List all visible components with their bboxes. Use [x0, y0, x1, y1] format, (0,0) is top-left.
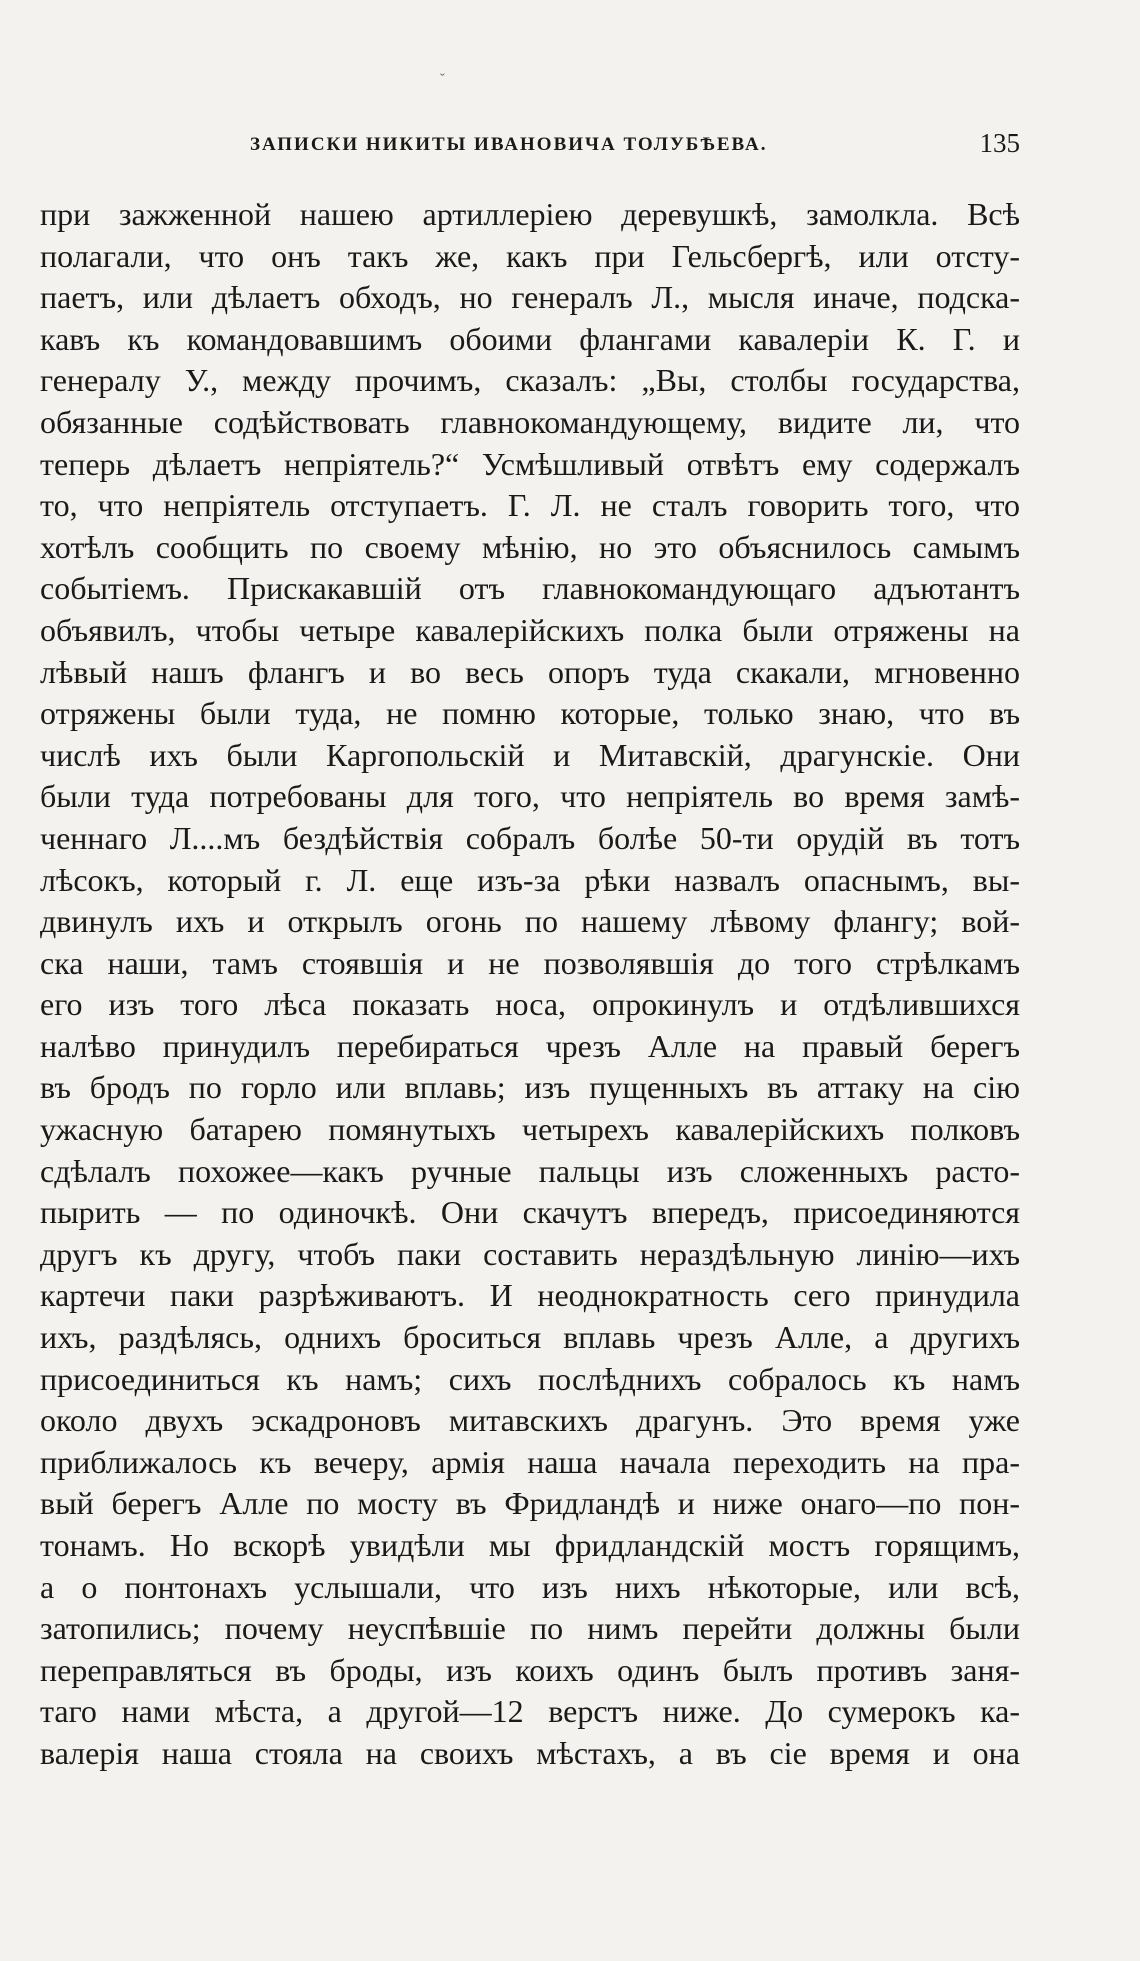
text-line: картечи паки разрѣживаютъ. И неоднократность сего принудила [40, 1277, 1020, 1314]
text-line: ужасную батарею помянутыхъ четырехъ кавалерійскихъ полковъ [40, 1111, 1020, 1148]
text-line: около двухъ эскадроновъ митавскихъ драгунъ. Это время уже [40, 1402, 1020, 1439]
text-line: полагали, что онъ такъ же, какъ при Гельсбергѣ, или отсту- [40, 237, 1020, 274]
text-line: налѣво принудилъ перебираться чрезъ Алле на правый берегъ [40, 1027, 1020, 1064]
text-line: тонамъ. Но вскорѣ увидѣли мы фридландскій мостъ горящимъ, [40, 1527, 1020, 1563]
text-line: объявилъ, чтобы четыре кавалерійскихъ полка были отряжены на [40, 611, 1020, 648]
body-text [40, 194, 1020, 1775]
text-line: то, что непріятель отступаетъ. Г. Л. не сталъ говорить того, что [40, 487, 1020, 524]
text-line: другъ къ другу, чтобъ паки составить нераздѣльную линію—ихъ [40, 1235, 1020, 1272]
text-line: сдѣлалъ похожее—какъ ручные пальцы изъ сложенныхъ расто- [40, 1152, 1020, 1189]
text-line: лѣвый нашъ флангъ и во весь опоръ туда скакали, мгновенно [40, 653, 1020, 690]
text-line: переправляться въ броды, изъ коихъ одинъ былъ противъ заня- [40, 1651, 1020, 1688]
text-line: числѣ ихъ были Каргопольскій и Митавскій, драгунскіе. Они [40, 736, 1020, 773]
text-line: его изъ того лѣса показать носа, опрокинулъ и отдѣлившихся [40, 986, 1020, 1023]
text-line: обязанные содѣйствовать главнокомандующему, видите ли, что [40, 403, 1020, 440]
text-line: при зажженной нашею артиллеріею деревушкѣ, замолкла. Всѣ [40, 196, 1020, 232]
text-line: присоединиться къ намъ; сихъ послѣднихъ собралось къ намъ [40, 1360, 1020, 1397]
text-line: затопились; почему неуспѣвшіе по нимъ перейти должны были [40, 1610, 1020, 1647]
text-line: двинулъ ихъ и открылъ огонь по нашему лѣвому флангу; вой- [40, 903, 1020, 940]
text-line: кавъ къ командовавшимъ обоими флангами кавалеріи К. Г. и [40, 320, 1020, 357]
text-line: таго нами мѣста, а другой—12 верстъ ниже. До сумерокъ ка- [40, 1693, 1020, 1730]
print-speck: ˇ [440, 72, 445, 87]
text-line: паетъ, или дѣлаетъ обходъ, но генералъ Л., мысля иначе, подска- [40, 279, 1020, 316]
text-line: вый берегъ Алле по мосту въ Фридландѣ и ниже онаго—по пон- [40, 1485, 1020, 1522]
page-number: 135 [979, 128, 1020, 158]
text-line: ченнаго Л....мъ бездѣйствія собралъ болѣе 50-ти орудій въ тотъ [40, 819, 1020, 856]
text-line: а о понтонахъ услышали, что изъ нихъ нѣкоторые, или всѣ, [40, 1568, 1020, 1605]
text-line: теперь дѣлаетъ непріятель?“ Усмѣшливый отвѣтъ ему содержалъ [40, 445, 1020, 482]
text-line: валерія наша стояла на своихъ мѣстахъ, а въ сіе время и она [40, 1734, 1020, 1771]
text-line: ска наши, тамъ стоявшія и не позволявшія до того стрѣлкамъ [40, 944, 1020, 981]
text-line: лѣсокъ, который г. Л. еще изъ-за рѣки назвалъ опаснымъ, вы- [40, 861, 1020, 898]
page-header [40, 128, 1020, 168]
running-title: ЗАПИСКИ НИКИТЫ ИВАНОВИЧА ТОЛУБѢЕВА. [250, 134, 768, 155]
text-line: въ бродъ по горло или вплавь; изъ пущенныхъ въ аттаку на сію [40, 1069, 1020, 1106]
text-line: отряжены были туда, не помню которые, только знаю, что въ [40, 695, 1020, 732]
text-line: хотѣлъ сообщить по своему мѣнію, но это объяснилось самымъ [40, 528, 1020, 565]
text-line: событіемъ. Прискакавшій отъ главнокомандующаго адъютантъ [40, 570, 1020, 607]
text-line: были туда потребованы для того, что непріятель во время замѣ- [40, 778, 1020, 815]
text-line: пырить — по одиночкѣ. Они скачутъ впередъ, присоединяются [40, 1194, 1020, 1231]
text-line: приближалось къ вечеру, армія наша начала переходить на пра- [40, 1443, 1020, 1480]
text-line: ихъ, раздѣлясь, однихъ броситься вплавь чрезъ Алле, а другихъ [40, 1319, 1020, 1356]
text-line: генералу У., между прочимъ, сказалъ: „Вы, столбы государства, [40, 362, 1020, 399]
